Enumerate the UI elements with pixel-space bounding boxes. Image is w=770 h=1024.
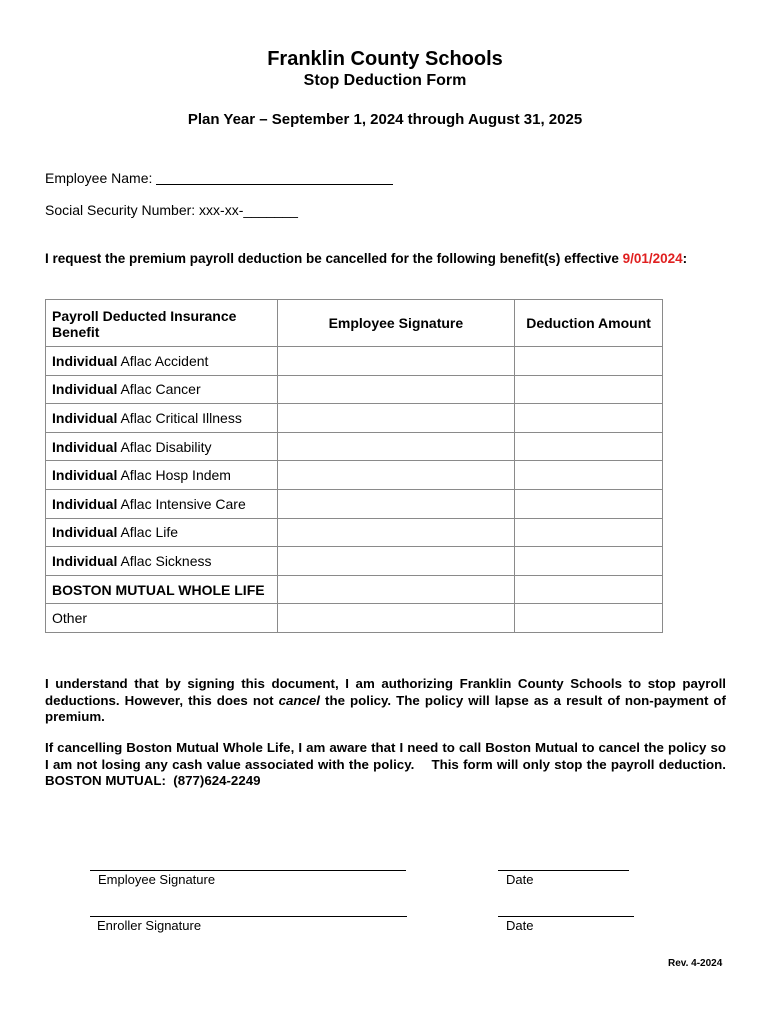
signature-cell[interactable] <box>277 432 515 461</box>
amount-cell[interactable] <box>515 547 663 576</box>
benefit-cell: Individual Aflac Cancer <box>46 375 278 404</box>
employee-signature-line[interactable] <box>90 870 406 871</box>
amount-cell[interactable] <box>515 432 663 461</box>
employee-name-field <box>45 170 393 186</box>
plan-year: Plan Year – September 1, 2024 through August 31, 2025 <box>187 111 583 128</box>
table-row <box>46 604 663 633</box>
signature-cell[interactable] <box>277 604 515 633</box>
amount-cell[interactable] <box>515 404 663 433</box>
amount-cell[interactable] <box>515 604 663 633</box>
enroller-signature-line[interactable] <box>90 916 407 917</box>
table-header-row <box>46 300 663 347</box>
date-line-1[interactable] <box>498 870 629 871</box>
date-line-2[interactable] <box>498 916 634 917</box>
benefit-cell: Individual Aflac Critical Illness <box>46 404 278 433</box>
enroller-signature-label: Enroller Signature <box>97 918 202 933</box>
effective-date: 9/01/2024 <box>622 251 683 266</box>
amount-cell[interactable] <box>515 347 663 376</box>
table-row <box>46 547 663 576</box>
table-row <box>46 404 663 433</box>
signature-cell[interactable] <box>277 375 515 404</box>
authorization-paragraph: I understand that by signing this document, I am authorizing Franklin County Schools to stop payroll deductions. However, this does not cancel the policy. The policy will lapse as a result of non-payment of premium. <box>45 676 726 724</box>
signature-cell[interactable] <box>277 489 515 518</box>
header-deduction-amount: Deduction Amount <box>515 300 663 347</box>
date-label-1: Date <box>506 872 534 887</box>
signature-cell[interactable] <box>277 404 515 433</box>
benefit-cell: Individual Aflac Intensive Care <box>46 489 278 518</box>
employee-name-label: Employee Name: <box>45 170 153 186</box>
table-row <box>46 575 663 604</box>
header-employee-signature: Employee Signature <box>277 300 515 347</box>
signature-cell[interactable] <box>277 547 515 576</box>
table-row <box>46 518 663 547</box>
form-title: Franklin County Schools <box>267 48 503 70</box>
amount-cell[interactable] <box>515 518 663 547</box>
date-label-2: Date <box>506 918 534 933</box>
benefits-table <box>45 299 663 633</box>
benefit-cell: Individual Aflac Hosp Indem <box>46 461 278 490</box>
benefit-cell: Individual Aflac Life <box>46 518 278 547</box>
amount-cell[interactable] <box>515 575 663 604</box>
table-row <box>46 375 663 404</box>
table-row <box>46 432 663 461</box>
boston-mutual-paragraph: If cancelling Boston Mutual Whole Life, I am aware that I need to call Boston Mutual to cancel the policy so I am not losing any cash value associated with the policy. This form will only stop the payroll deduction. BOSTON MUTUAL: (877)624-2249 <box>45 740 741 788</box>
benefit-cell: Other <box>46 604 278 633</box>
benefit-cell: Individual Aflac Sickness <box>46 547 278 576</box>
signature-cell[interactable] <box>277 575 515 604</box>
table-row <box>46 489 663 518</box>
table-row <box>46 347 663 376</box>
signature-cell[interactable] <box>277 461 515 490</box>
header-benefit: Payroll Deducted Insurance Benefit <box>46 300 278 347</box>
benefit-cell: BOSTON MUTUAL WHOLE LIFE <box>46 575 278 604</box>
revision-label: Rev. 4-2024 <box>668 958 723 969</box>
amount-cell[interactable] <box>515 489 663 518</box>
table-row <box>46 461 663 490</box>
employee-name-blank[interactable] <box>156 170 393 185</box>
amount-cell[interactable] <box>515 461 663 490</box>
request-statement <box>45 251 687 266</box>
amount-cell[interactable] <box>515 375 663 404</box>
signature-cell[interactable] <box>277 347 515 376</box>
benefit-cell: Individual Aflac Accident <box>46 347 278 376</box>
request-text: I request the premium payroll deduction be cancelled for the following benefit(s) effective <box>45 251 619 266</box>
benefit-cell: Individual Aflac Disability <box>46 432 278 461</box>
ssn-field[interactable]: Social Security Number: xxx-xx-_______ <box>45 202 298 218</box>
request-suffix: : <box>682 251 688 266</box>
employee-signature-label: Employee Signature <box>98 872 216 887</box>
form-subtitle: Stop Deduction Form <box>303 72 467 89</box>
signature-cell[interactable] <box>277 518 515 547</box>
